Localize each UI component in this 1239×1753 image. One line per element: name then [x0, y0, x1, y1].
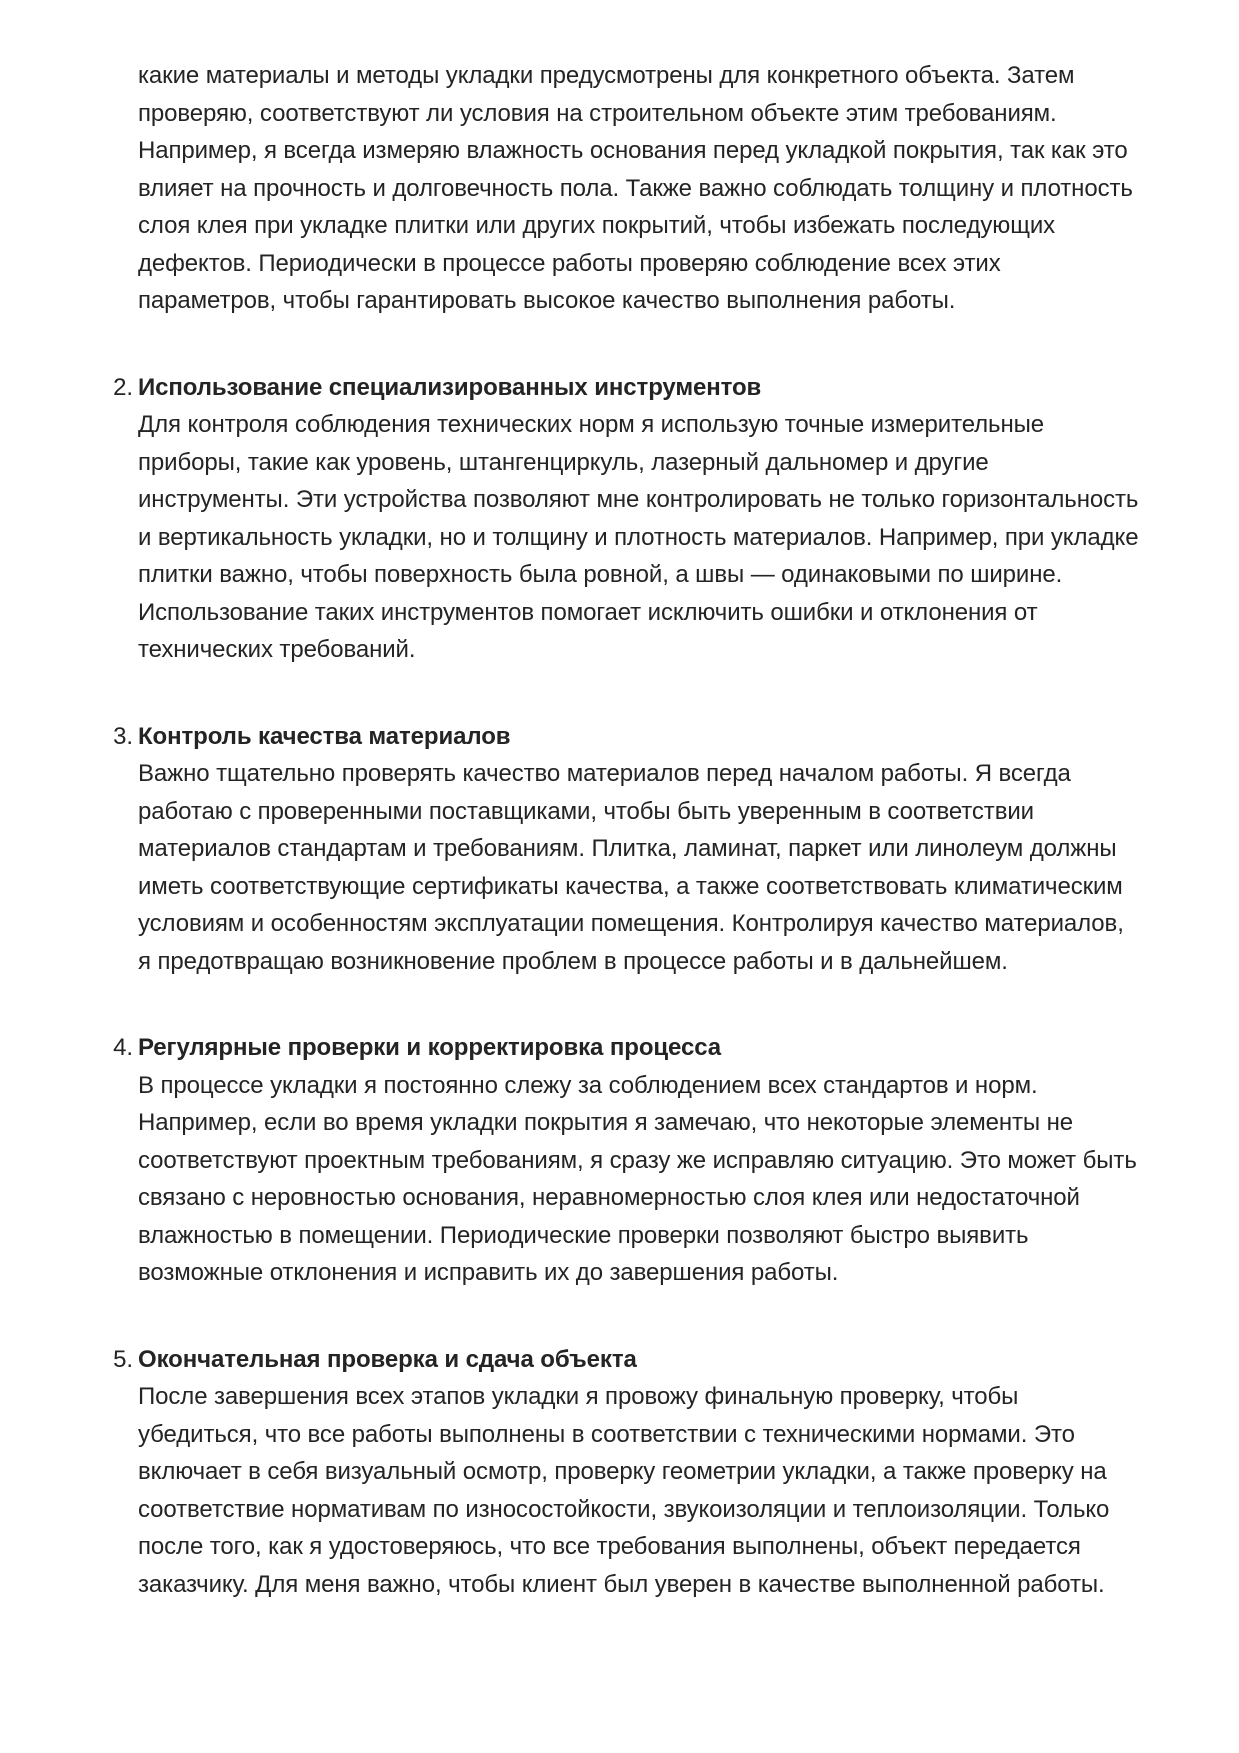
- intro-paragraph: какие материалы и методы укладки предусмотрены для конкретного объекта. Затем проверяю, соответствуют ли условия на строительном объекте этим требованиям. Например, я всегда измеряю влажность основания перед укладкой покрытия, так как это влияет на прочность и долговечность пола. Также важно соблюдать толщину и плотность слоя клея при укладке плитки или других покрытий, чтобы избежать последующих дефектов. Периодически в процессе работы проверяю соблюдение всех этих параметров, чтобы гарантировать высокое качество выполнения работы.: [138, 62, 1133, 314]
- list-item-body: Важно тщательно проверять качество материалов перед началом работы. Я всегда работаю с проверенными поставщиками, чтобы быть уверенным в соответствии материалов стандартам и требованиям. Плитка, ламинат, паркет или линолеум должны иметь соответствующие сертификаты качества, а также соответствовать климатическим условиям и особенностям эксплуатации помещения. Контролируя качество материалов, я предотвращаю возникновение проблем в процессе работы и в дальнейшем.: [138, 760, 1124, 975]
- list-item: [113, 718, 1139, 981]
- list-item-title: Использование специализированных инструментов: [138, 373, 762, 401]
- list-item-number: 3.: [113, 722, 133, 750]
- list-item-title: Контроль качества материалов: [138, 722, 511, 750]
- list-item-body: После завершения всех этапов укладки я провожу финальную проверку, чтобы убедиться, что все работы выполнены в соответствии с техническими нормами. Это включает в себя визуальный осмотр, проверку геометрии укладки, а также проверку на соответствие нормативам по износостойкости, звукоизоляции и теплоизоляции. Только после того, как я удостоверяюсь, что все требования выполнены, объект передается заказчику. Для меня важно, чтобы клиент был уверен в качестве выполненной работы.: [138, 1383, 1110, 1598]
- list-item: [113, 369, 1139, 669]
- list-item-number: 4.: [113, 1034, 133, 1061]
- list-item-title: Регулярные проверки и корректировка процесса: [138, 1034, 722, 1061]
- list-item-title: Окончательная проверка и сдача объекта: [138, 1345, 637, 1373]
- list-item-number: 2.: [113, 373, 133, 401]
- list-item: [113, 1029, 1139, 1292]
- list-item-body: Для контроля соблюдения технических норм я использую точные измерительные приборы, такие как уровень, штангенциркуль, лазерный дальномер и другие инструменты. Эти устройства позволяют мне контролировать не только горизонтальность и вертикальность укладки, но и толщину и плотность материалов. Например, при укладке плитки важно, чтобы поверхность была ровной, а швы — одинаковыми по ширине. Использование таких инструментов помогает исключить ошибки и отклонения от технических требований.: [138, 411, 1139, 663]
- list-item-number: 5.: [113, 1345, 133, 1373]
- list-item: [113, 1341, 1139, 1604]
- list-item-body: В процессе укладки я постоянно слежу за соблюдением всех стандартов и норм. Например, если во время укладки покрытия я замечаю, что некоторые элементы не соответствуют проектным требованиям, я сразу же исправляю ситуацию. Это может быть связано с неровностью основания, неравномерностью слоя клея или недостаточной влажностью в помещении. Периодические проверки позволяют быстро выявить возможные отклонения и исправить их до завершения работы.: [138, 1071, 1137, 1286]
